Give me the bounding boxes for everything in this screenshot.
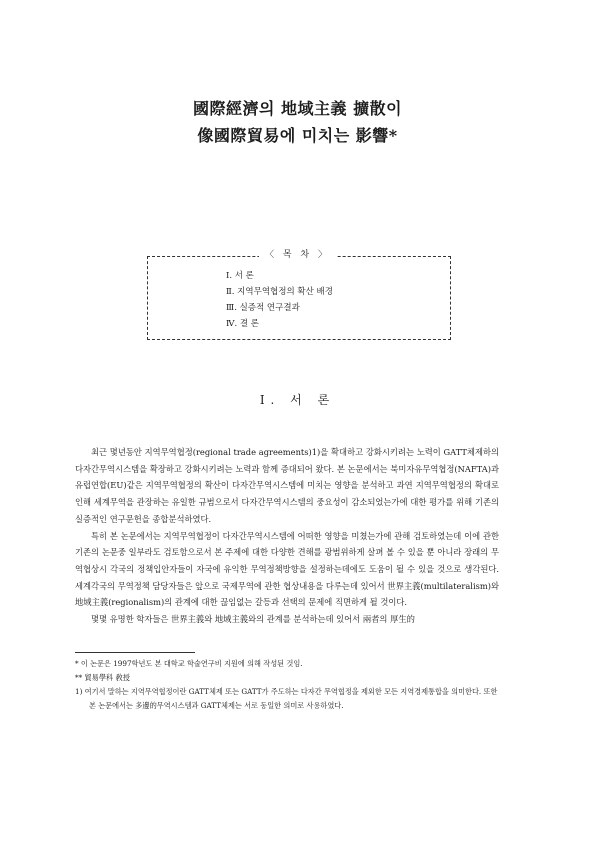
title-line-2: 像國際貿易에 미치는 影響* — [197, 126, 398, 145]
toc-label-wrap — [0, 249, 595, 261]
footnote-author: ** 貿易學科 敎授 — [75, 673, 130, 682]
toc-item: Ⅲ. 실증적 연구결과 — [226, 303, 300, 313]
footnote-star: * 이 논문은 1997학년도 본 대학교 학술연구비 지원에 의해 작성된 것임. — [75, 659, 303, 668]
footnote-rule — [75, 652, 195, 653]
toc-item: Ⅳ. 결 론 — [226, 319, 260, 329]
title-line-1: 國際經濟의 地域主義 擴散이 — [192, 99, 403, 118]
footnotes — [75, 657, 505, 713]
toc-list — [226, 268, 333, 332]
paragraph: 특히 본 논문에서는 지역무역협정이 다자간무역시스템에 어떠한 영향을 미쳤는가에 관해 검토하였는데 이에 관한 기존의 논문중 일부라도 검토함으로서 본 주제에 대한 다양한 견해를 광범위하게 살펴 볼 수 있을 뿐 아니라 장래의 무역협상시 각국의 정책입안자들이 자국에 유익한 무역정책방향을 설정하는데에도 도움이 될 수 있을 것으로 생각된다. 세계각국의 무역정책 담당자들은 앞으로 국제무역에 관한 협상내용을 다루는데 있어서 世界主義(multilateralism)와 地域主義(regionalism)의 관계에 대한 끊임없는 갈등과 선택의 문제에 직면하게 될 것이다. — [75, 530, 499, 608]
toc-label: 〈 목 차 〉 — [259, 250, 336, 260]
body-text — [75, 444, 499, 628]
paragraph: 몇몇 유명한 학자들은 世界主義와 地域主義와의 관계를 분석하는데 있어서 兩者의 厚生的 — [91, 614, 415, 625]
footnote-1: 1) 여기서 말하는 지역무역협정이란 GATT체제 또는 GATT가 주도하는 다자간 무역협정을 제외한 모든 지역경제통합을 의미한다. 또한 본 논문에서는 多邊的무역시스템과 GATT체제는 서로 동일한 의미로 사용하였다. — [75, 687, 498, 710]
toc-item: Ⅱ. 지역무역협정의 확산 배경 — [226, 287, 333, 297]
section-heading: Ⅰ. 서 론 — [259, 393, 336, 407]
paragraph: 최근 몇년동안 지역무역협정(regional trade agreements)1)을 확대하고 강화시키려는 노력이 GATT체제하의 다자간무역시스템을 확장하고 강화시키려는 노력과 함께 증대되어 왔다. 본 논문에서는 북미자유무역협정(NAFTA)과 유럽연합(EU)같은 지역무역협정의 확산이 다자간무역시스템에 미치는 영향을 분석하고 과연 지역무역협정의 확대로 인해 세계무역을 관장하는 유일한 규범으로서 다자간무역시스템의 중요성이 감소되었는가에 대한 평가를 위해 기존의 실증적인 연구문헌을 종합분석하였다. — [75, 447, 499, 524]
toc-item: Ⅰ. 서 론 — [226, 271, 254, 281]
